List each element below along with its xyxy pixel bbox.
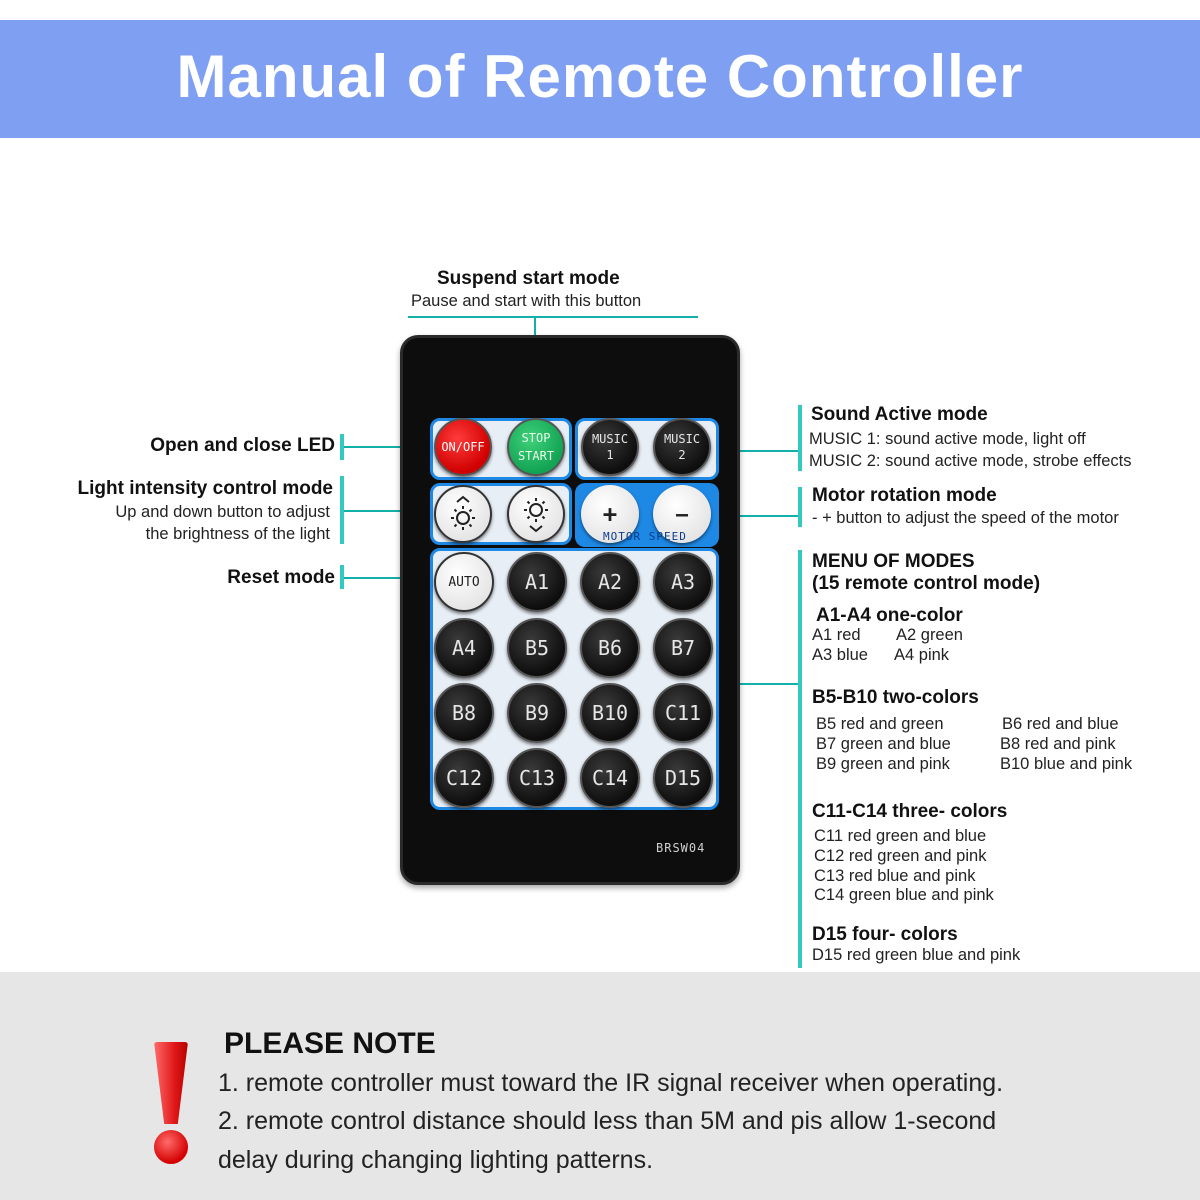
music-2-label: MUSIC (663, 431, 701, 446)
intensity-title: Light intensity control mode (77, 478, 333, 499)
mode-label: C14 (591, 766, 629, 790)
mode-button-b7[interactable] (653, 618, 713, 678)
sun-up-icon (445, 494, 481, 534)
intensity-text-2: the brightness of the light (145, 525, 330, 543)
note-line-2: 2. remote control distance should less than 5M and pis allow 1-second (218, 1107, 997, 1135)
mode-button-b8[interactable] (434, 683, 494, 743)
sound-text-1: MUSIC 1: sound active mode, light off (809, 430, 1086, 448)
exclamation-icon (154, 1042, 188, 1124)
menu-title: MENU OF MODES (812, 551, 975, 572)
mode-button-c11[interactable] (653, 683, 713, 743)
reset-title: Reset mode (227, 567, 335, 588)
menu-b-title: B5-B10 two-colors (812, 687, 979, 708)
menu-d-row: D15 red green blue and pink (812, 946, 1021, 964)
mode-button-a4[interactable] (434, 618, 494, 678)
mode-label: A4 (451, 636, 477, 660)
intensity-text-1: Up and down button to adjust (115, 503, 330, 521)
mode-label: B9 (524, 701, 550, 725)
mode-label: A2 (597, 570, 623, 594)
suspend-underline (408, 316, 698, 318)
menu-b-row: B8 red and pink (1000, 735, 1116, 753)
mode-label: B7 (670, 636, 696, 660)
sun-down-icon (518, 494, 554, 534)
exclamation-dot (154, 1130, 188, 1164)
suspend-text: Pause and start with this button (411, 292, 642, 310)
mode-label: C13 (518, 766, 556, 790)
sound-text-2: MUSIC 2: sound active mode, strobe effects (809, 452, 1132, 470)
stop-start-button[interactable] (507, 418, 565, 476)
motor-title: Motor rotation mode (812, 485, 997, 506)
title-banner (0, 20, 1200, 138)
onoff-button[interactable] (434, 418, 492, 476)
menu-a-row: A1 red (812, 626, 861, 644)
mode-button-a2[interactable] (580, 552, 640, 612)
mode-label: B5 (524, 636, 550, 660)
menu-c-row: C11 red green and blue (814, 827, 987, 845)
mode-button-a3[interactable] (653, 552, 713, 612)
menu-b-row: B6 red and blue (1002, 715, 1119, 733)
mode-button-b5[interactable] (507, 618, 567, 678)
start-label: START (517, 449, 555, 463)
menu-a-row: A4 pink (894, 646, 950, 664)
menu-b-row: B7 green and blue (816, 735, 951, 753)
auto-label: AUTO (448, 574, 480, 590)
note-title: PLEASE NOTE (224, 1027, 436, 1060)
mode-label: B8 (451, 701, 477, 725)
music-2-number: 2 (678, 448, 686, 462)
note-section (0, 972, 1200, 1200)
menu-a-row: A2 green (896, 626, 963, 644)
onoff-label: ON/OFF (441, 440, 485, 454)
mode-label: B6 (597, 636, 623, 660)
mode-button-c13[interactable] (507, 748, 567, 808)
menu-c-row: C12 red green and pink (814, 847, 987, 865)
menu-b-row: B10 blue and pink (1000, 755, 1133, 773)
note-line-1: 1. remote controller must toward the IR signal receiver when operating. (218, 1069, 1004, 1097)
mode-label: A1 (524, 570, 550, 594)
menu-c-row: C14 green blue and pink (814, 886, 994, 904)
menu-a-row: A3 blue (812, 646, 868, 664)
music-2-button[interactable] (653, 418, 711, 476)
menu-c-row: C13 red blue and pink (814, 867, 976, 885)
sound-title: Sound Active mode (811, 404, 988, 425)
note-line-3: delay during changing lighting patterns. (218, 1146, 654, 1174)
motor-speed-label: MOTOR SPEED (603, 530, 687, 543)
mode-label: C11 (664, 701, 702, 725)
menu-bar (798, 550, 802, 968)
mode-button-a1[interactable] (507, 552, 567, 612)
music-1-number: 1 (606, 448, 614, 462)
auto-button[interactable] (434, 552, 494, 612)
stop-label: STOP (521, 431, 551, 445)
mode-button-b6[interactable] (580, 618, 640, 678)
mode-label: B10 (591, 701, 629, 725)
brightness-up-button[interactable] (434, 485, 492, 543)
page-title: Manual of Remote Controller (176, 43, 1024, 110)
mode-label: D15 (664, 766, 702, 790)
suspend-title: Suspend start mode (437, 268, 620, 289)
plus-label: + (602, 500, 618, 528)
mode-button-b10[interactable] (580, 683, 640, 743)
menu-subtitle: (15 remote control mode) (812, 573, 1041, 594)
onoff-title: Open and close LED (150, 435, 335, 456)
motor-text: - + button to adjust the speed of the motor (812, 509, 1119, 527)
music-1-button[interactable] (581, 418, 639, 476)
menu-d-title: D15 four- colors (812, 924, 958, 945)
mode-button-c12[interactable] (434, 748, 494, 808)
menu-b-row: B5 red and green (816, 715, 944, 733)
music-1-label: MUSIC (591, 431, 629, 446)
mode-button-c14[interactable] (580, 748, 640, 808)
menu-c-title: C11-C14 three- colors (812, 801, 1008, 822)
menu-a-title: A1-A4 one-color (816, 605, 963, 626)
mode-button-d15[interactable] (653, 748, 713, 808)
model-number: BRSW04 (656, 841, 706, 855)
motor-bar (798, 487, 802, 527)
mode-label: C12 (445, 766, 483, 790)
brightness-down-button[interactable] (507, 485, 565, 543)
sound-bar (798, 405, 802, 471)
remote-controller (400, 335, 740, 885)
mode-button-b9[interactable] (507, 683, 567, 743)
mode-label: A3 (670, 570, 696, 594)
minus-label: — (675, 502, 689, 526)
menu-b-row: B9 green and pink (816, 755, 950, 773)
